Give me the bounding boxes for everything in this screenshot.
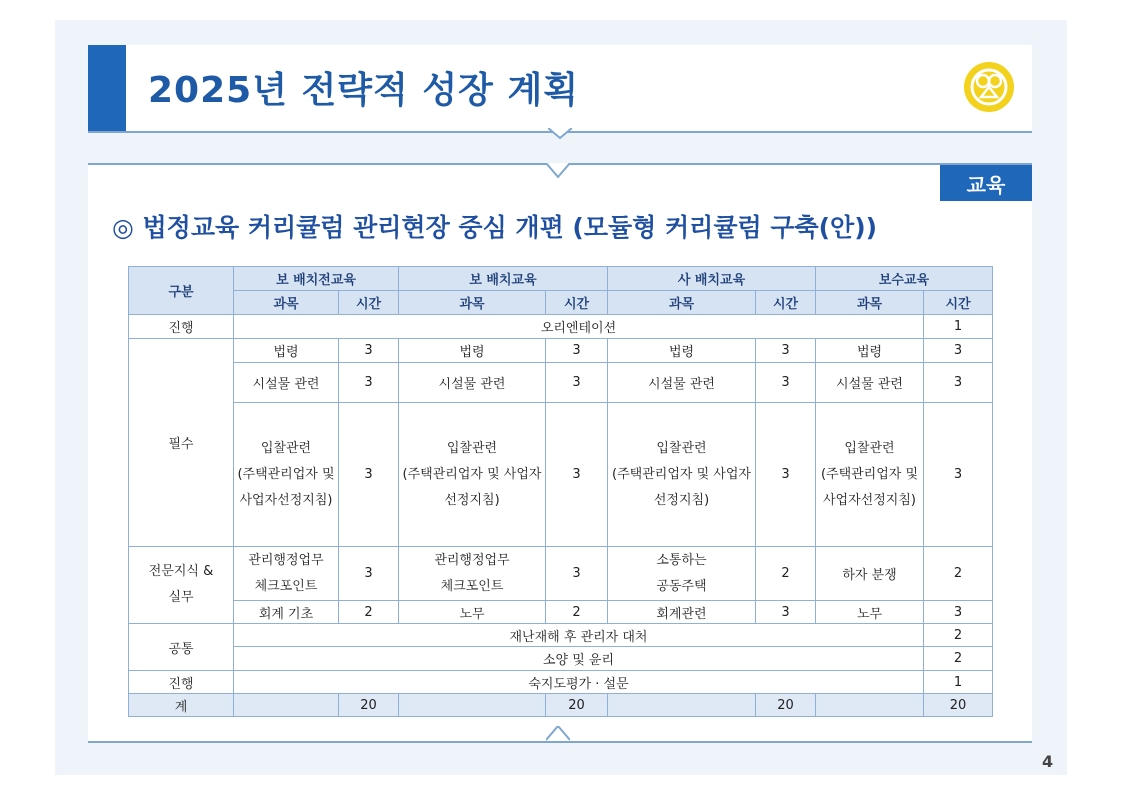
subject-cell: 하자 분쟁 xyxy=(816,547,924,601)
hours-cell: 3 xyxy=(924,403,993,547)
row-category: 필수 xyxy=(129,339,234,547)
hours-cell: 3 xyxy=(546,547,608,601)
row-category xyxy=(129,547,234,624)
total-hours: 20 xyxy=(756,694,816,717)
subject-cell: 노무 xyxy=(816,601,924,624)
hours-cell: 3 xyxy=(924,363,993,403)
subject-cell: 법령 xyxy=(608,339,756,363)
subject-line: 선정지침) xyxy=(444,492,500,508)
subject-line: 소통하는 xyxy=(656,552,707,568)
subject-cell: 시설물 관련 xyxy=(399,363,546,403)
hours-cell: 2 xyxy=(756,547,816,601)
table-row xyxy=(129,547,993,601)
subject-line: 체크포인트 xyxy=(254,578,318,594)
table-row xyxy=(129,403,993,547)
curriculum-table xyxy=(128,266,993,717)
subject-line: 입찰관련 xyxy=(844,440,895,456)
hours-cell: 2 xyxy=(924,647,993,671)
row-category: 진행 xyxy=(129,671,234,694)
category-line: 실무 xyxy=(168,590,194,605)
header-hours: 시간 xyxy=(924,291,993,315)
subject-cell: 시설물 관련 xyxy=(234,363,339,403)
subject-cell: 법령 xyxy=(234,339,339,363)
merged-subject: 재난재해 후 관리자 대처 xyxy=(234,624,924,647)
table-row xyxy=(129,363,993,403)
header-subject: 과목 xyxy=(234,291,339,315)
section-subtitle: ◎ 법정교육 커리큘럼 관리현장 중심 개편 (모듈형 커리큘럼 구축(안)) xyxy=(112,213,878,242)
subject-cell xyxy=(234,547,339,601)
subject-line: (주택관리업자 및 xyxy=(820,466,919,482)
subject-line: 입찰관련 xyxy=(260,440,312,456)
header-group: 보 배치전교육 xyxy=(234,267,399,291)
merged-subject: 오리엔테이션 xyxy=(234,315,924,339)
row-category: 공통 xyxy=(129,624,234,671)
row-category: 계 xyxy=(129,694,234,717)
header-subject: 과목 xyxy=(399,291,546,315)
subject-cell: 회계 기초 xyxy=(234,601,339,624)
subject-cell: 시설물 관련 xyxy=(608,363,756,403)
table-row xyxy=(129,671,993,694)
content-bottom-arrow-icon xyxy=(546,726,570,742)
header-hours: 시간 xyxy=(546,291,608,315)
hours-cell: 2 xyxy=(339,601,399,624)
hours-cell: 3 xyxy=(924,601,993,624)
subject-cell: 법령 xyxy=(816,339,924,363)
total-hours: 20 xyxy=(339,694,399,717)
hours-cell: 1 xyxy=(924,671,993,694)
hours-cell: 2 xyxy=(924,624,993,647)
subject-cell: 회계관련 xyxy=(608,601,756,624)
hours-cell: 2 xyxy=(546,601,608,624)
content-top-arrow-icon xyxy=(546,163,570,179)
table-row xyxy=(129,601,993,624)
header-group: 사 배치교육 xyxy=(608,267,816,291)
header-subject: 과목 xyxy=(816,291,924,315)
header-hours: 시간 xyxy=(756,291,816,315)
section-tag: 교육 xyxy=(940,165,1032,201)
subject-line: 공동주택 xyxy=(656,578,707,594)
subject-line: 사업자선정지침) xyxy=(239,492,333,508)
subject-cell xyxy=(608,403,756,547)
subject-cell xyxy=(816,403,924,547)
page-number: 4 xyxy=(1042,752,1054,771)
hours-cell: 3 xyxy=(339,339,399,363)
hours-cell: 2 xyxy=(924,547,993,601)
total-hours: 20 xyxy=(546,694,608,717)
total-hours: 20 xyxy=(924,694,993,717)
subject-line: (주택관리업자 및 사업자 xyxy=(612,466,751,482)
subject-cell xyxy=(399,547,546,601)
header-group: 보 배치교육 xyxy=(399,267,608,291)
subject-line: 관리행정업무 xyxy=(248,552,324,568)
merged-subject: 소양 및 윤리 xyxy=(234,647,924,671)
header-category: 구분 xyxy=(129,267,234,315)
hours-cell: 3 xyxy=(546,403,608,547)
hours-cell: 3 xyxy=(339,403,399,547)
empty-cell xyxy=(399,694,546,717)
hours-cell: 3 xyxy=(756,403,816,547)
empty-cell xyxy=(816,694,924,717)
subject-cell: 법령 xyxy=(399,339,546,363)
divider-arrow-icon xyxy=(548,128,572,140)
subject-cell xyxy=(234,403,339,547)
subject-line: 체크포인트 xyxy=(440,578,504,594)
subject-cell xyxy=(399,403,546,547)
subject-line: (주택관리업자 및 xyxy=(237,466,335,482)
hours-cell: 3 xyxy=(546,339,608,363)
table-row xyxy=(129,647,993,671)
table-row xyxy=(129,624,993,647)
header-group: 보수교육 xyxy=(816,267,993,291)
table-row xyxy=(129,315,993,339)
hours-cell: 1 xyxy=(924,315,993,339)
subject-line: 입찰관련 xyxy=(656,440,707,456)
title-accent-bar xyxy=(88,45,126,131)
subject-cell: 노무 xyxy=(399,601,546,624)
subject-line: 관리행정업무 xyxy=(434,552,510,568)
table-row xyxy=(129,339,993,363)
hours-cell: 3 xyxy=(756,363,816,403)
hours-cell: 3 xyxy=(756,601,816,624)
category-line: 전문지식 & xyxy=(148,564,214,579)
hours-cell: 3 xyxy=(756,339,816,363)
total-row xyxy=(129,694,993,717)
hours-cell: 3 xyxy=(924,339,993,363)
hours-cell: 3 xyxy=(339,363,399,403)
subject-line: (주택관리업자 및 사업자 xyxy=(402,466,542,482)
hours-cell: 3 xyxy=(339,547,399,601)
emblem-icon xyxy=(964,62,1014,112)
empty-cell xyxy=(608,694,756,717)
row-category: 진행 xyxy=(129,315,234,339)
header-subject: 과목 xyxy=(608,291,756,315)
subject-cell: 시설물 관련 xyxy=(816,363,924,403)
empty-cell xyxy=(234,694,339,717)
page-title: 2025년 전략적 성장 계획 xyxy=(148,70,580,111)
hours-cell: 3 xyxy=(546,363,608,403)
subject-line: 입찰관련 xyxy=(446,440,498,456)
subject-cell xyxy=(608,547,756,601)
merged-subject: 숙지도평가 · 설문 xyxy=(234,671,924,694)
subject-line: 선정지침) xyxy=(653,492,710,508)
header-hours: 시간 xyxy=(339,291,399,315)
subject-line: 사업자선정지침) xyxy=(823,492,916,508)
